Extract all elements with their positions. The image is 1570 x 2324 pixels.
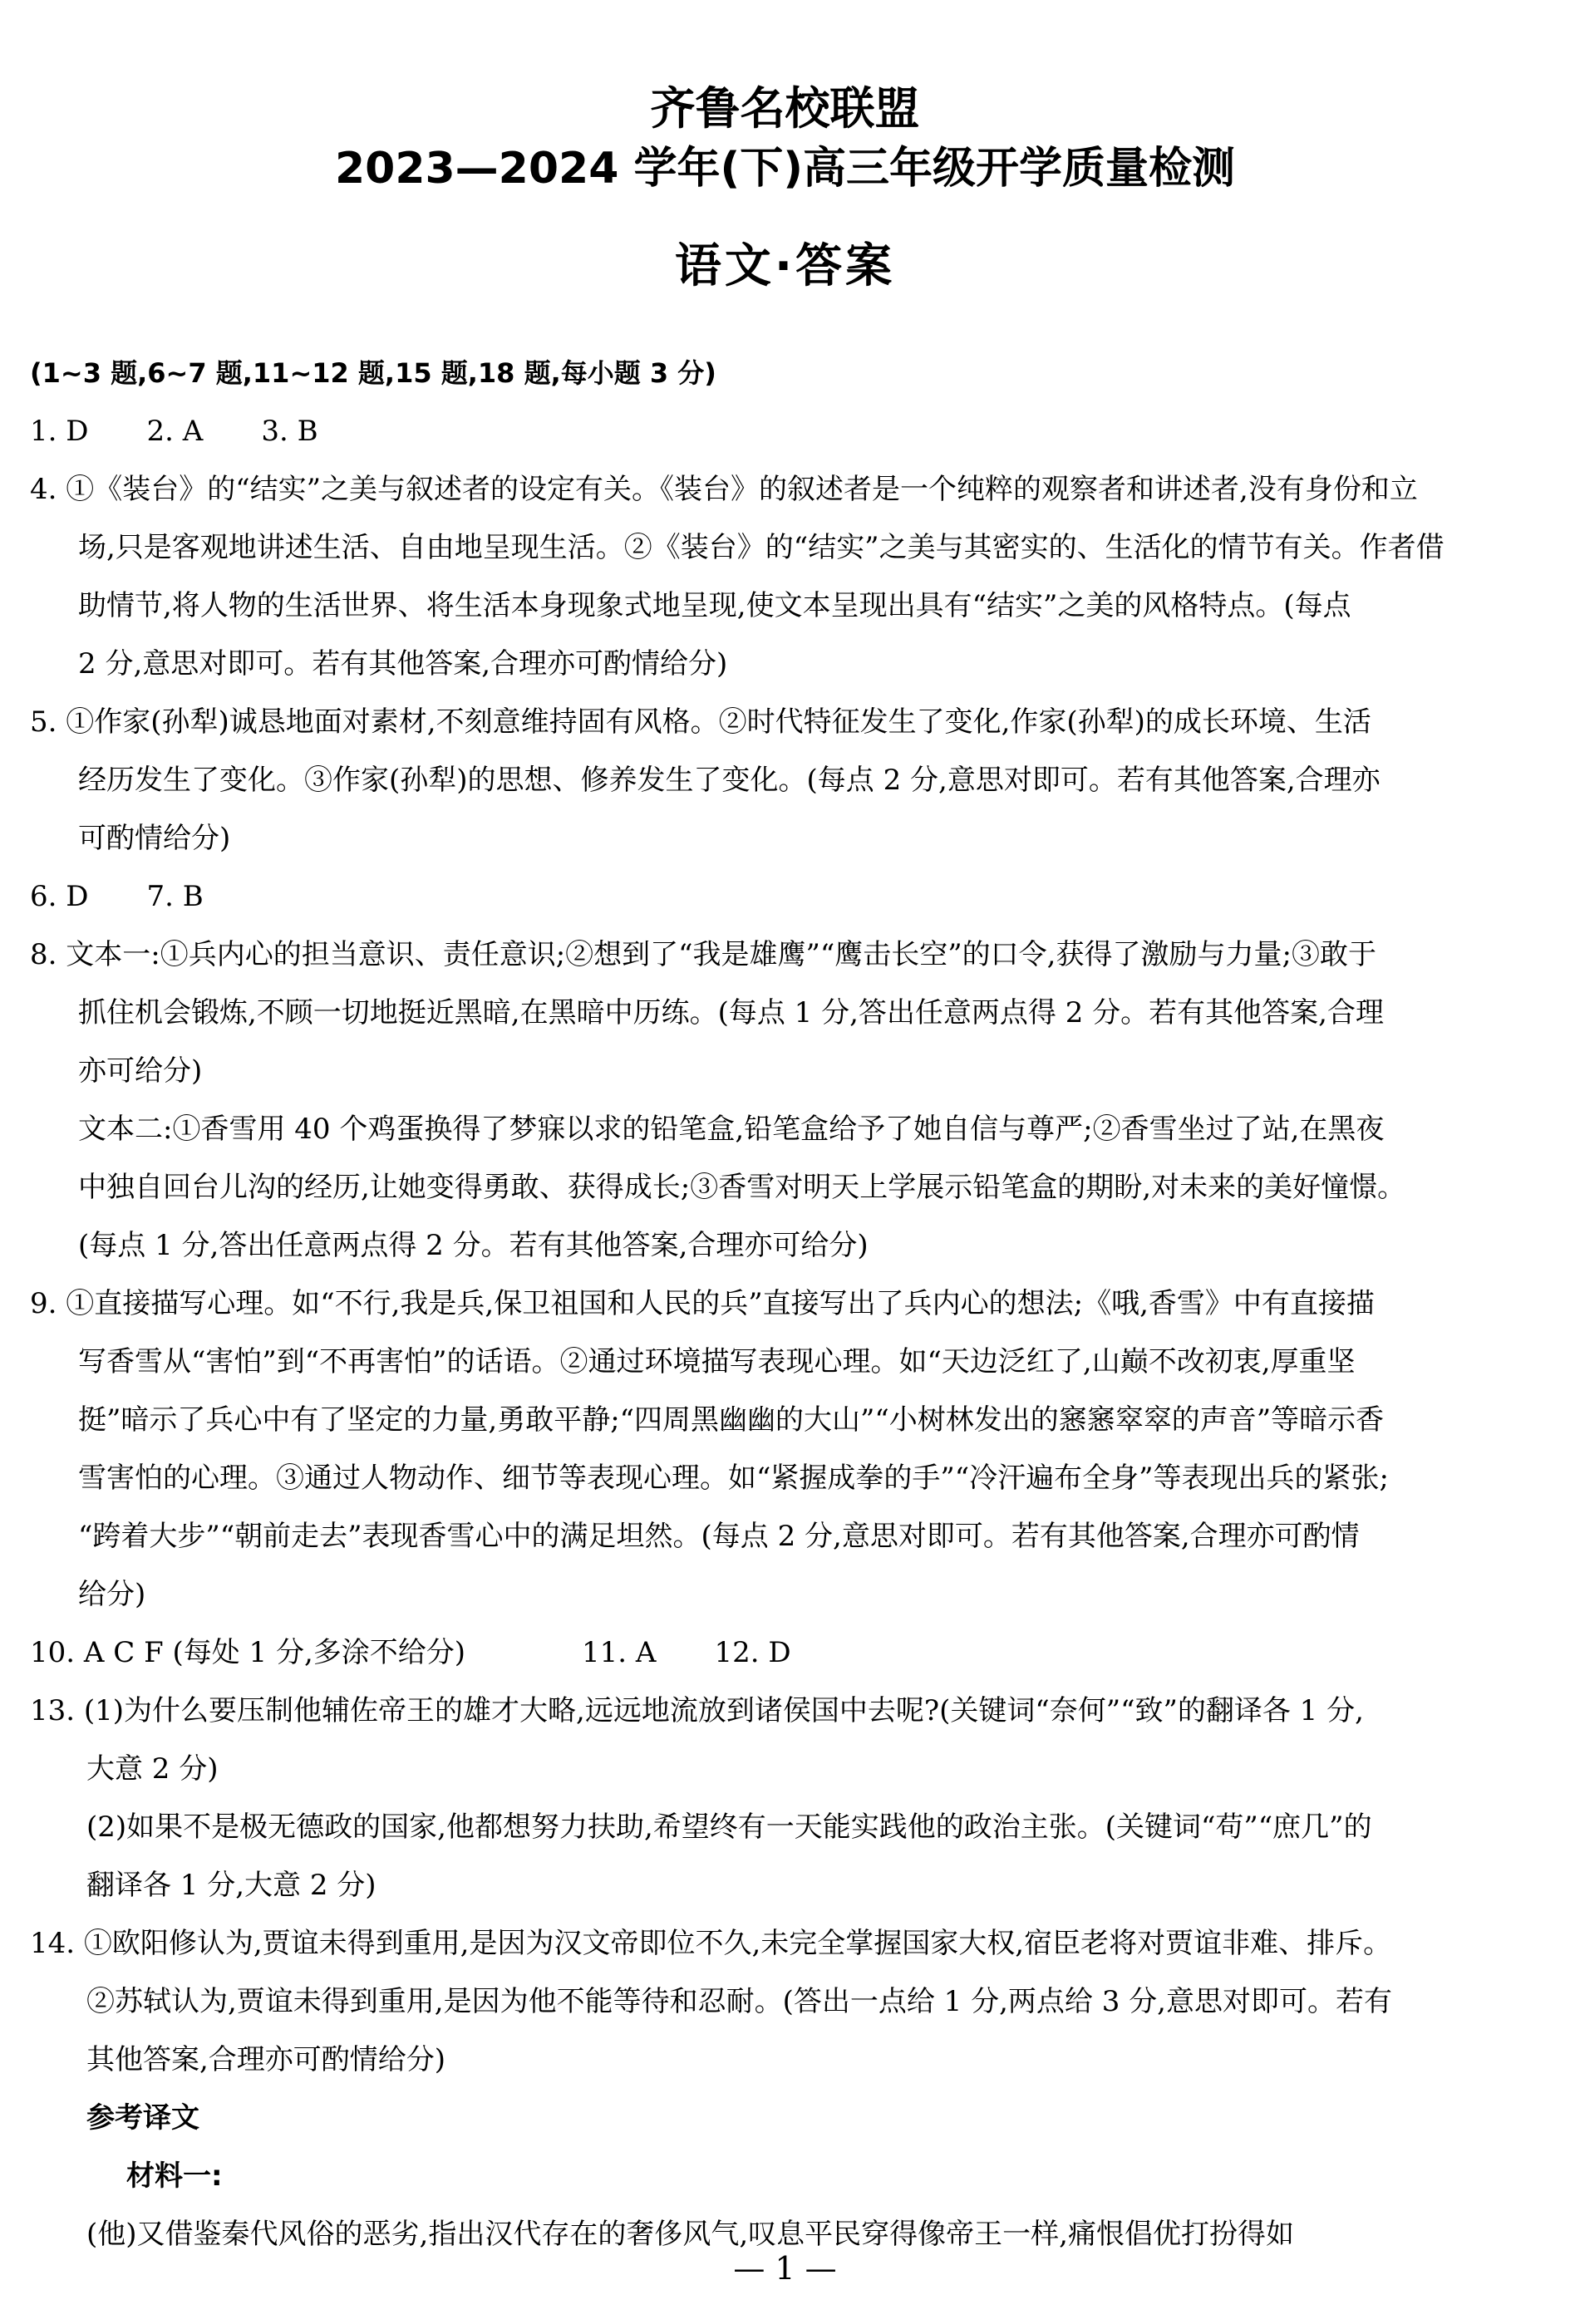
answer-3: 3. B xyxy=(261,415,318,448)
answer-10: 10. A C F (每处 1 分,多涂不给分) xyxy=(30,1636,466,1669)
answer-13-line: 13. (1)为什么要压制他辅佐帝王的雄才大略,远远地流放到诸侯国中去呢?(关键词“奈何”“致”的翻译各 1 分, xyxy=(30,1694,1364,1727)
exam-title: 2023—2024 学年(下)高三年级开学质量检测 xyxy=(334,144,1236,194)
translation-heading: 参考译文 xyxy=(86,2101,199,2135)
answer-5-line: 可酌情给分) xyxy=(78,822,231,855)
subject-title: 语文·答案 xyxy=(674,239,896,293)
answers-6-7 xyxy=(30,867,1539,926)
page-number: — 1 — xyxy=(733,2250,837,2287)
answer-9-line: 写香雪从“害怕”到“不再害怕”的话语。②通过环境描写表现心理。如“天边泛红了,山巅不改初衷,厚重坚 xyxy=(78,1345,1356,1378)
answer-4-line: 助情节,将人物的生活世界、将生活本身现象式地呈现,使文本呈现出具有“结实”之美的风格特点。(每点 xyxy=(78,589,1351,622)
answer-11: 11. A xyxy=(582,1636,657,1669)
answer-8-line: 中独自回台儿沟的经历,让她变得勇敢、获得成长;③香雪对明天上学展示铅笔盒的期盼,对未来的美好憧憬。 xyxy=(78,1171,1406,1204)
answer-9 xyxy=(30,1275,1539,1624)
answer-5-line: 5. ①作家(孙犁)诚恳地面对素材,不刻意维持固有风格。②时代特征发生了变化,作家(孙犁)的成长环境、生活 xyxy=(30,705,1371,739)
answer-9-line: 9. ①直接描写心理。如“不行,我是兵,保卫祖国和人民的兵”直接写出了兵内心的想法;《哦,香雪》中有直接描 xyxy=(30,1287,1375,1320)
answer-4-line: 2 分,意思对即可。若有其他答案,合理亦可酌情给分) xyxy=(78,647,728,680)
answer-4-line: 4. ①《装台》的“结实”之美与叙述者的设定有关。《装台》的叙述者是一个纯粹的观察者和讲述者,没有身份和立 xyxy=(30,473,1418,506)
answer-14-line: 14. ①欧阳修认为,贾谊未得到重用,是因为汉文帝即位不久,未完全掌握国家大权,宿臣老将对贾谊非难、排斥。 xyxy=(30,1927,1392,1960)
answer-1: 1. D xyxy=(30,415,89,448)
answers-10-12 xyxy=(30,1624,1539,1682)
answers-1-3 xyxy=(30,402,1539,460)
answer-8 xyxy=(30,926,1539,1275)
answer-13-line: 翻译各 1 分,大意 2 分) xyxy=(86,1869,377,1902)
answer-14-line: ②苏轼认为,贾谊未得到重用,是因为他不能等待和忍耐。(答出一点给 1 分,两点给 3 分,意思对即可。若有 xyxy=(86,1985,1392,2018)
answer-7: 7. B xyxy=(146,880,204,913)
answer-8-line: (每点 1 分,答出任意两点得 2 分。若有其他答案,合理亦可给分) xyxy=(78,1229,869,1262)
answer-5-line: 经历发生了变化。③作家(孙犁)的思想、修养发生了变化。(每点 2 分,意思对即可。若有其他答案,合理亦 xyxy=(78,764,1381,797)
org-title: 齐鲁名校联盟 xyxy=(650,82,920,135)
answer-8-line: 文本二:①香雪用 40 个鸡蛋换得了梦寐以求的铅笔盒,铅笔盒给予了她自信与尊严;②香雪坐过了站,在黑夜 xyxy=(78,1113,1385,1146)
answer-8-line: 8. 文本一:①兵内心的担当意识、责任意识;②想到了“我是雄鹰”“鹰击长空”的口令,获得了激励与力量;③敢于 xyxy=(30,938,1376,971)
answer-13-line: (2)如果不是极无德政的国家,他都想努力扶助,希望终有一天能实践他的政治主张。(关键词“苟”“庶几”的 xyxy=(86,1811,1372,1844)
answer-13-line: 大意 2 分) xyxy=(86,1752,219,1786)
answer-body xyxy=(30,344,1539,2263)
material-heading: 材料一: xyxy=(126,2159,223,2193)
answer-9-line: 雪害怕的心理。③通过人物动作、细节等表现心理。如“紧握成拳的手”“冷汗遍布全身”等表现出兵的紧张; xyxy=(78,1462,1389,1495)
answer-2: 2. A xyxy=(146,415,204,448)
material-text: (他)又借鉴秦代风俗的恶劣,指出汉代存在的奢侈风气,叹息平民穿得像帝王一样,痛恨倡优打扮得如 xyxy=(86,2218,1294,2251)
answer-13 xyxy=(30,1682,1539,1914)
answer-12: 12. D xyxy=(714,1636,791,1669)
answer-8-line: 亦可给分) xyxy=(78,1054,203,1088)
scoring-note: (1~3 题,6~7 题,11~12 题,15 题,18 题,每小题 3 分) xyxy=(30,357,716,389)
answer-14-line: 其他答案,合理亦可酌情给分) xyxy=(86,2043,446,2076)
answer-6: 6. D xyxy=(30,880,89,913)
answer-5 xyxy=(30,693,1539,867)
answer-8-line: 抓住机会锻炼,不顾一切地挺近黑暗,在黑暗中历练。(每点 1 分,答出任意两点得 2 分。若有其他答案,合理 xyxy=(78,996,1384,1029)
answer-9-line: 给分) xyxy=(78,1578,146,1611)
answer-4 xyxy=(30,460,1539,693)
answer-14 xyxy=(30,1914,1539,2089)
answer-4-line: 场,只是客观地讲述生活、自由地呈现生活。②《装台》的“结实”之美与其密实的、生活化的情节有关。作者借 xyxy=(78,531,1444,564)
answer-9-line: 挺”暗示了兵心中有了坚定的力量,勇敢平静;“四周黑幽幽的大山”“小树林发出的窸窸窣窣的声音”等暗示香 xyxy=(78,1403,1385,1437)
answer-9-line: “跨着大步”“朝前走去”表现香雪心中的满足坦然。(每点 2 分,意思对即可。若有其他答案,合理亦可酌情 xyxy=(78,1520,1360,1553)
